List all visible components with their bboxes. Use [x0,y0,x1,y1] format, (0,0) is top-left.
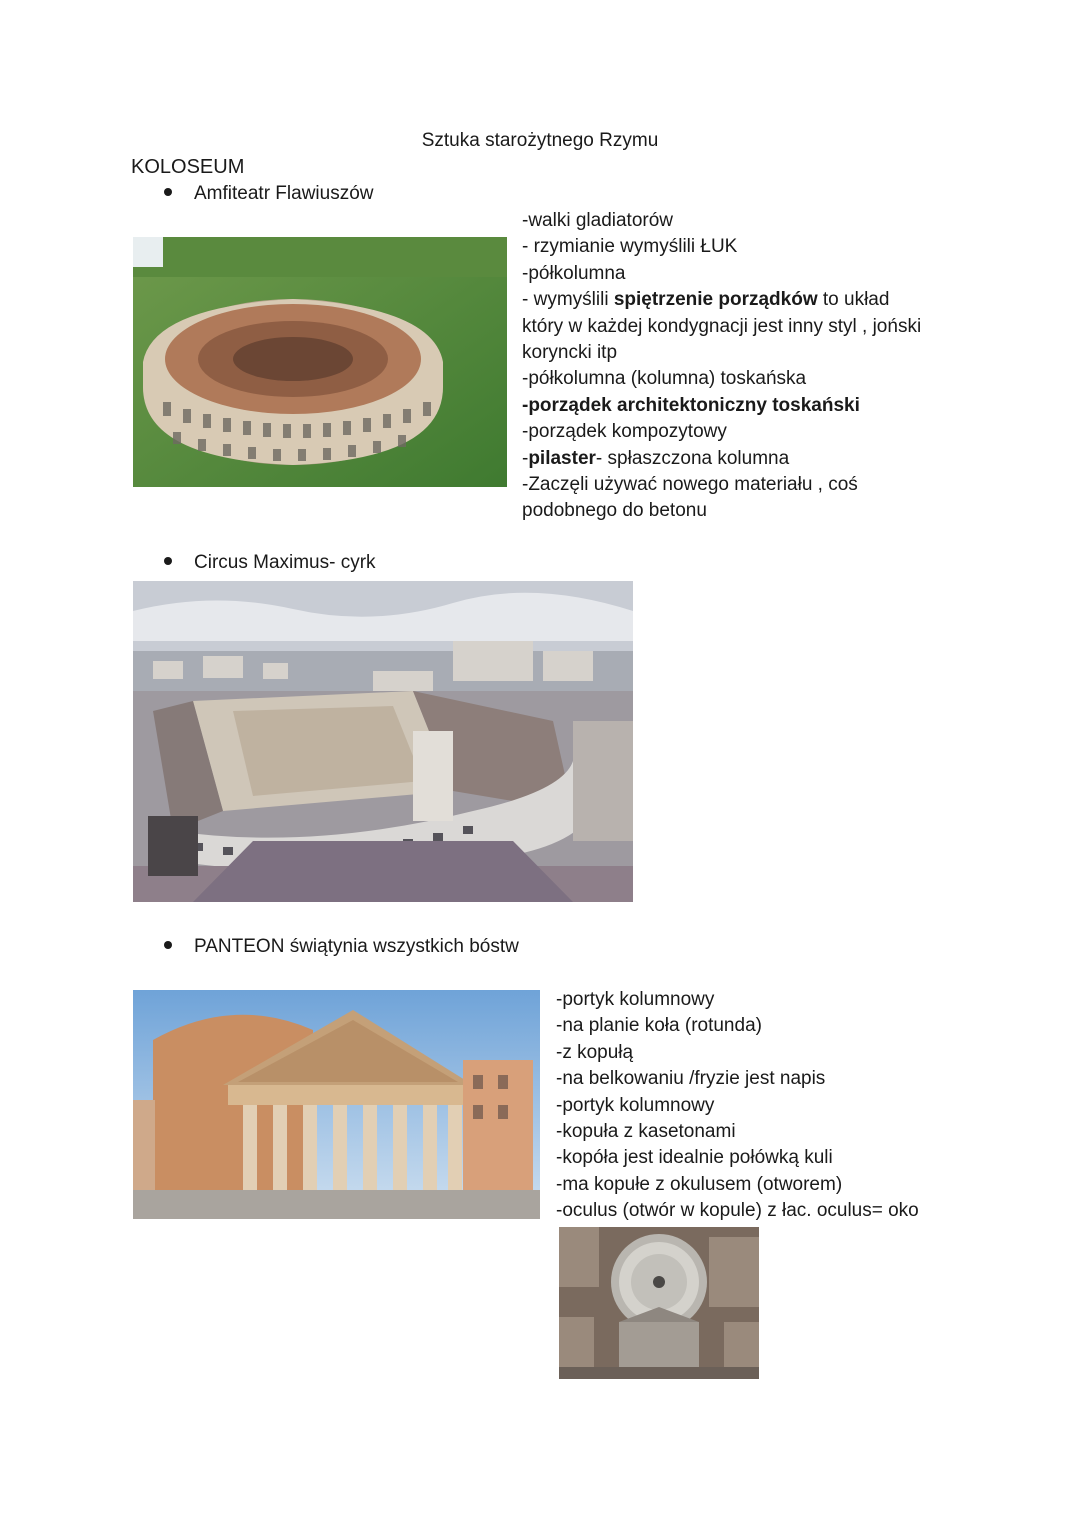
bullet-amfiteatr [164,183,374,205]
note-line: -walki gladiatorów [522,210,674,231]
note-line: -półkolumna (kolumna) toskańska [522,368,807,390]
circus-maximus-image [133,581,633,902]
bullet-circus [164,552,376,574]
note-line: - rzymianie wymyślili ŁUK [522,236,738,258]
note-line: -ma kopułe z okulusem (otworem) [556,1173,843,1195]
note-line: podobnego do betonu [522,500,707,522]
panteon-notes [556,987,919,1225]
note-line: -Zaczęli używać nowego materiału , coś [522,474,858,496]
colosseum-image [133,237,507,487]
bullet-panteon [164,936,519,958]
bullet-dot [164,557,172,565]
pantheon-image [133,990,540,1219]
note-line: -na planie koła (rotunda) [556,1015,762,1037]
note-line: -porządek kompozytowy [522,421,727,443]
bullet-label: Circus Maximus- cyrk [194,552,376,573]
note-line: -z kopułą [556,1041,634,1063]
note-line: - wymyślili spiętrzenie porządków to układ [522,289,890,311]
note-line: -kopóła jest idealnie połówką kuli [556,1147,833,1169]
note-line: -portyk kolumnowy [556,1094,715,1116]
note-line: -pilaster- spłaszczona kolumna [522,447,790,469]
note-line: -portyk kolumnowy [556,989,715,1010]
section-heading-koloseum: KOLOSEUM [131,156,245,178]
note-line: -porządek architektoniczny toskański [522,394,860,416]
note-line: -półkolumna [522,262,626,284]
koloseum-notes [522,208,921,525]
bullet-label: Amfiteatr Flawiuszów [194,183,374,204]
page-title: Sztuka starożytnego Rzymu [421,130,659,151]
pantheon-aerial-image [559,1227,759,1379]
bullet-dot [164,941,172,949]
bullet-label: PANTEON świątynia wszystkich bóstw [194,936,519,957]
note-line: -oculus (otwór w kopule) z łac. oculus= oko [556,1200,919,1222]
bullet-dot [164,188,172,196]
note-line: -na belkowaniu /fryzie jest napis [556,1068,826,1090]
note-line: -kopuła z kasetonami [556,1121,736,1143]
note-line: koryncki itp [522,342,618,364]
note-line: który w każdej kondygnacji jest inny styl , joński [522,315,922,337]
